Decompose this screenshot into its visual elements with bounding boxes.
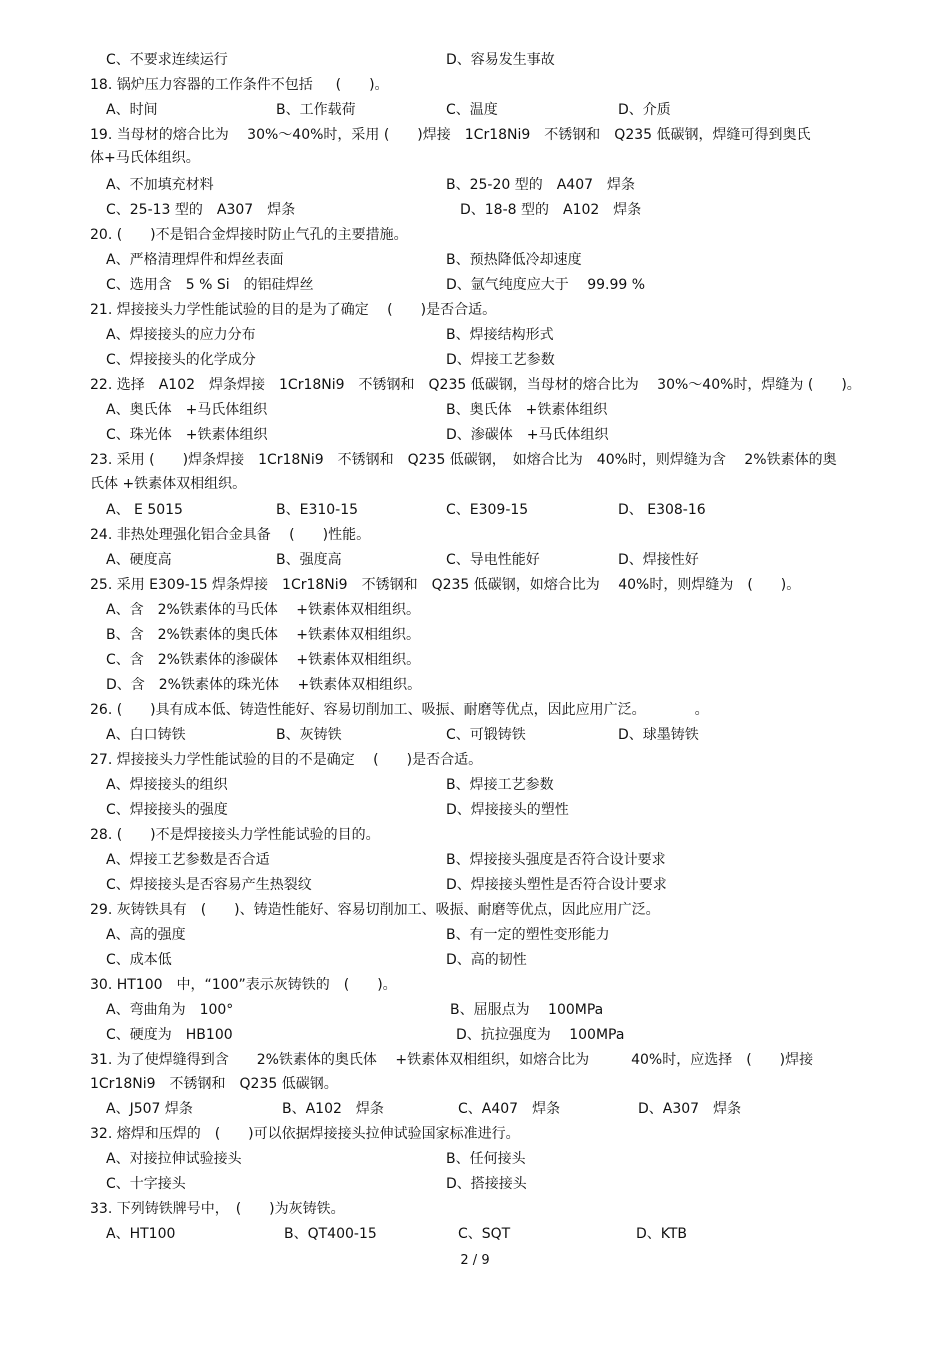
option-c: C、温度 (446, 102, 498, 118)
question-27-stem: 27. 焊接接头力学性能试验的目的不是确定 ( )是否合适。 (90, 752, 483, 768)
question-29-options-row1 (0, 925, 950, 945)
question-22-options-row2 (0, 425, 950, 445)
question-23-stem: 23. 采用 ( )焊条焊接 1Cr18Ni9 不锈钢和 Q235 低碳钢， 如熔合比为 40%时，则焊缝为含 2%铁素体的奥 (90, 452, 837, 468)
option-b: B、25-20 型的 A407 焊条 (446, 177, 636, 193)
question-23-stem-cont: 氏体 +铁素体双相组织。 (90, 476, 247, 492)
question-27-options-row1 (0, 775, 950, 795)
option-a: A、白口铸铁 (106, 727, 186, 743)
question-25-stem: 25. 采用 E309-15 焊条焊接 1Cr18Ni9 不锈钢和 Q235 低碳钢，如熔合比为 40%时，则焊缝为 ( )。 (90, 577, 801, 593)
option-d: D、A307 焊条 (638, 1101, 742, 1117)
option-b: B、焊接结构形式 (446, 327, 554, 343)
question-19-stem-cont: 体+马氏体组织。 (90, 150, 200, 166)
option-a: A、焊接工艺参数是否合适 (106, 852, 270, 868)
question-31-stem: 31. 为了使焊缝得到含 2%铁素体的奥氏体 +铁素体双相组织，如熔合比为 40%时，应选择 ( )焊接 (90, 1052, 814, 1068)
option-a: A、不加填充材料 (106, 177, 214, 193)
option-a: A、奥氏体 +马氏体组织 (106, 402, 268, 418)
question-29-stem: 29. 灰铸铁具有 ( )、铸造性能好、容易切削加工、吸振、耐磨等优点，因此应用广泛。 (90, 902, 660, 918)
option-c: C、SQT (458, 1226, 511, 1242)
option-b: B、任何接头 (446, 1151, 526, 1167)
question-20-options-row1 (0, 250, 950, 270)
option-b: B、奥氏体 +铁素体组织 (446, 402, 608, 418)
question-31-options (0, 1099, 950, 1119)
question-24-stem: 24. 非热处理强化铝合金具备 ( )性能。 (90, 527, 371, 543)
question-28-options-row1 (0, 850, 950, 870)
option-a: A、弯曲角为 100° (106, 1002, 234, 1018)
option-b: B、焊接接头强度是否符合设计要求 (446, 852, 666, 868)
option-c: C、25-13 型的 A307 焊条 (106, 202, 296, 218)
option-c: C、导电性能好 (446, 552, 540, 568)
option-a: A、时间 (106, 102, 158, 118)
option-c: C、可锻铸铁 (446, 727, 526, 743)
option-a: A、焊接接头的应力分布 (106, 327, 256, 343)
question-18-options (0, 100, 950, 120)
option-d: D、球墨铸铁 (618, 727, 699, 743)
option-d: D、焊接性好 (618, 552, 699, 568)
option-a: A、HT100 (106, 1226, 176, 1242)
question-21-options-row1 (0, 325, 950, 345)
option-c: C、A407 焊条 (458, 1101, 561, 1117)
option-a: A、严格清理焊件和焊丝表面 (106, 252, 284, 268)
option-a: A、焊接接头的组织 (106, 777, 228, 793)
option-d: D、焊接接头塑性是否符合设计要求 (446, 877, 667, 893)
option-d: D、抗拉强度为 100MPa (456, 1027, 625, 1043)
option-d: D、KTB (636, 1226, 688, 1242)
option-a: A、高的强度 (106, 927, 186, 943)
question-29-options-row2 (0, 950, 950, 970)
question-19-options-row2 (0, 200, 950, 220)
option-b: B、工作载荷 (276, 102, 356, 118)
option-b: B、E310-15 (276, 502, 359, 518)
option-c: C、十字接头 (106, 1176, 186, 1192)
question-19-options-row1 (0, 175, 950, 195)
question-24-options (0, 550, 950, 570)
question-20-stem: 20. ( )不是铝合金焊接时防止气孔的主要措施。 (90, 227, 408, 243)
option-d: D、18-8 型的 A102 焊条 (460, 202, 642, 218)
option-c: C、成本低 (106, 952, 172, 968)
option-b: B、焊接工艺参数 (446, 777, 554, 793)
option-d: D、焊接接头的塑性 (446, 802, 569, 818)
option-d: D、 E308-16 (618, 502, 706, 518)
question-26-options (0, 725, 950, 745)
question-28-options-row2 (0, 875, 950, 895)
question-30-options-row1 (0, 1000, 950, 1020)
question-21-options-row2 (0, 350, 950, 370)
option-b: B、预热降低冷却速度 (446, 252, 582, 268)
question-22-options-row1 (0, 400, 950, 420)
option-c: C、珠光体 +铁素体组织 (106, 427, 268, 443)
question-32-options-row1 (0, 1149, 950, 1169)
option-d: D、焊接工艺参数 (446, 352, 555, 368)
option-d: D、渗碳体 +马氏体组织 (446, 427, 609, 443)
option-d: D、氩气纯度应大于 99.99 % (446, 277, 646, 293)
option-c: C、焊接接头的化学成分 (106, 352, 256, 368)
question-31-stem-cont: 1Cr18Ni9 不锈钢和 Q235 低碳钢。 (90, 1076, 338, 1092)
question-23-options (0, 500, 950, 520)
option-b: B、灰铸铁 (276, 727, 342, 743)
page-number: 2 / 9 (460, 1253, 490, 1268)
option-d: D、搭接接头 (446, 1176, 527, 1192)
question-19-stem: 19. 当母材的熔合比为 30%～40%时，采用 ( )焊接 1Cr18Ni9 不锈钢和 Q235 低碳钢，焊缝可得到奥氏 (90, 127, 811, 143)
option-a: A、含 2%铁素体的马氏体 +铁素体双相组织。 (106, 602, 420, 618)
option-row (0, 50, 950, 70)
option-b: B、QT400-15 (284, 1226, 377, 1242)
option-d: D、高的韧性 (446, 952, 527, 968)
question-30-stem: 30. HT100 中，“100”表示灰铸铁的 ( )。 (90, 977, 397, 993)
option-b: B、含 2%铁素体的奥氏体 +铁素体双相组织。 (106, 627, 420, 643)
option-a: A、硬度高 (106, 552, 172, 568)
question-30-options-row2 (0, 1025, 950, 1045)
question-18-stem: 18. 锅炉压力容器的工作条件不包括 ( )。 (90, 77, 389, 93)
option-c: C、焊接接头是否容易产生热裂纹 (106, 877, 312, 893)
question-21-stem: 21. 焊接接头力学性能试验的目的是为了确定 ( )是否合适。 (90, 302, 497, 318)
option-d: D、容易发生事故 (446, 52, 555, 68)
option-c: C、硬度为 HB100 (106, 1027, 233, 1043)
question-33-options (0, 1224, 950, 1244)
option-a: A、J507 焊条 (106, 1101, 193, 1117)
question-33-stem: 33. 下列铸铁牌号中， ( )为灰铸铁。 (90, 1201, 345, 1217)
question-26-stem: 26. ( )具有成本低、铸造性能好、容易切削加工、吸振、耐磨等优点，因此应用广泛。 。 (90, 702, 709, 718)
option-b: B、有一定的塑性变形能力 (446, 927, 610, 943)
option-b: B、A102 焊条 (282, 1101, 384, 1117)
question-27-options-row2 (0, 800, 950, 820)
option-c: C、不要求连续运行 (106, 52, 228, 68)
question-22-stem: 22. 选择 A102 焊条焊接 1Cr18Ni9 不锈钢和 Q235 低碳钢，当母材的熔合比为 30%～40%时，焊缝为 ( )。 (90, 377, 861, 393)
question-20-options-row2 (0, 275, 950, 295)
question-32-options-row2 (0, 1174, 950, 1194)
question-28-stem: 28. ( )不是焊接接头力学性能试验的目的。 (90, 827, 380, 843)
option-b: B、强度高 (276, 552, 342, 568)
option-a: A、 E 5015 (106, 502, 183, 518)
option-c: C、E309-15 (446, 502, 529, 518)
option-d: D、含 2%铁素体的珠光体 +铁素体双相组织。 (106, 677, 422, 693)
option-d: D、介质 (618, 102, 671, 118)
option-a: A、对接拉伸试验接头 (106, 1151, 242, 1167)
question-32-stem: 32. 熔焊和压焊的 ( )可以依据焊接接头拉伸试验国家标准进行。 (90, 1126, 520, 1142)
option-c: C、焊接接头的强度 (106, 802, 228, 818)
option-c: C、选用含 5 % Si 的铝硅焊丝 (106, 277, 314, 293)
option-b: B、屈服点为 100MPa (450, 1002, 604, 1018)
option-c: C、含 2%铁素体的渗碳体 +铁素体双相组织。 (106, 652, 421, 668)
